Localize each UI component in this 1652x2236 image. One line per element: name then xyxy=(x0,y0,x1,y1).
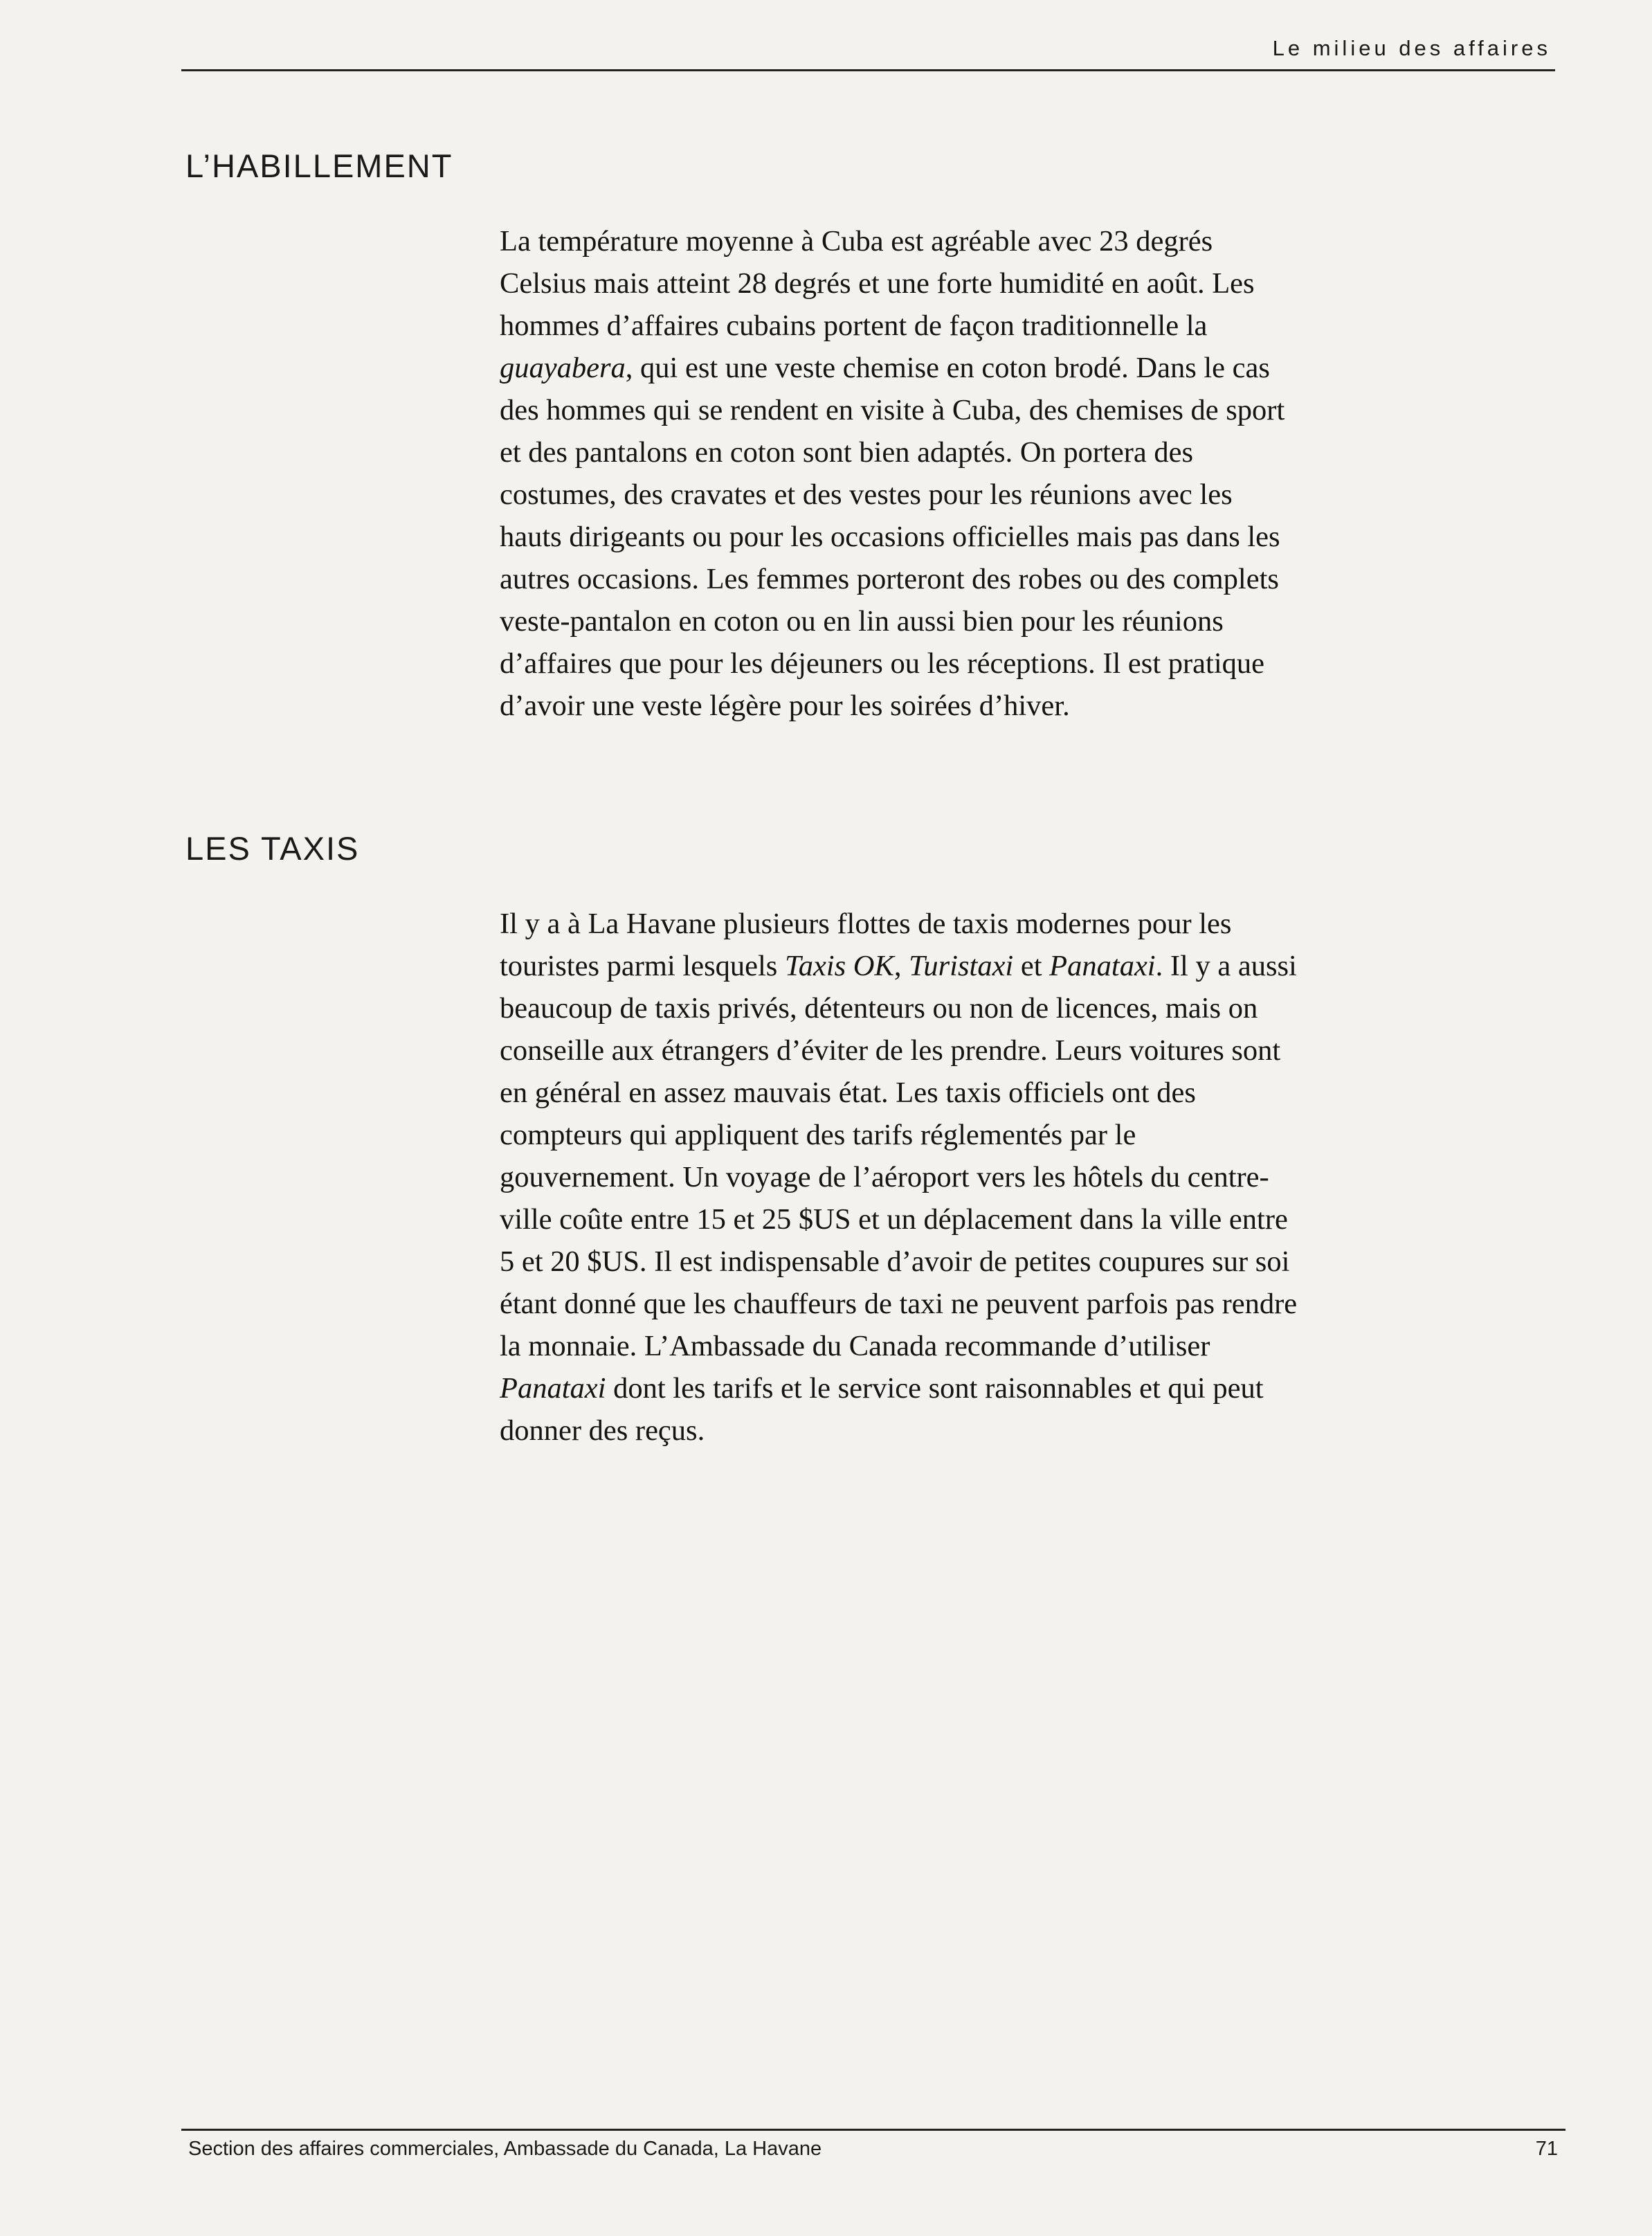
paragraph-taxis xyxy=(500,903,1427,1452)
text-line: touristes parmi lesquels Taxis OK, Turistaxi et Panataxi. Il y a aussi xyxy=(500,950,1297,982)
term-panataxi: Panataxi xyxy=(500,1372,606,1405)
text-line: étant donné que les chauffeurs de taxi ne peuvent parfois pas rendre xyxy=(500,1288,1298,1320)
text-line: hommes d’affaires cubains portent de façon traditionnelle la xyxy=(500,309,1208,342)
text-line: hauts dirigeants ou pour les occasions officielles mais pas dans les xyxy=(500,521,1280,553)
page-number: 71 xyxy=(1535,2138,1558,2160)
text-line: conseille aux étrangers d’éviter de les prendre. Leurs voitures sont xyxy=(500,1034,1281,1067)
paragraph-habillement xyxy=(500,220,1427,727)
text-line: beaucoup de taxis privés, détenteurs ou non de licences, mais on xyxy=(500,992,1258,1025)
text-line: des hommes qui se rendent en visite à Cuba, des chemises de sport xyxy=(500,394,1285,426)
footer-rule xyxy=(181,2129,1565,2131)
text-line: donner des reçus. xyxy=(500,1414,705,1447)
section-heading-taxis: LES TAXIS xyxy=(185,830,360,867)
text-line: et des pantalons en coton sont bien adaptés. On portera des xyxy=(500,436,1194,469)
text-line: 5 et 20 $US. Il est indispensable d’avoir de petites coupures sur soi xyxy=(500,1245,1290,1278)
term-turistaxi: Turistaxi xyxy=(909,950,1014,982)
text-line: d’avoir une veste légère pour les soirées d’hiver. xyxy=(500,689,1070,722)
footer-source: Section des affaires commerciales, Ambassade du Canada, La Havane xyxy=(188,2138,822,2160)
text-line: veste-pantalon en coton ou en lin aussi bien pour les réunions xyxy=(500,605,1224,638)
term-panataxi: Panataxi xyxy=(1049,950,1156,982)
header-rule xyxy=(181,69,1555,71)
text-line: ville coûte entre 15 et 25 $US et un déplacement dans la ville entre xyxy=(500,1203,1288,1236)
text-line: Celsius mais atteint 28 degrés et une forte humidité en août. Les xyxy=(500,267,1255,300)
text-line: compteurs qui appliquent des tarifs réglementés par le xyxy=(500,1119,1136,1151)
text-line: Il y a à La Havane plusieurs flottes de taxis modernes pour les xyxy=(500,908,1232,940)
term-guayabera: guayabera xyxy=(500,352,626,384)
text-line: gouvernement. Un voyage de l’aéroport vers les hôtels du centre- xyxy=(500,1161,1269,1193)
text-line: costumes, des cravates et des vestes pour les réunions avec les xyxy=(500,478,1233,511)
text-line: guayabera, qui est une veste chemise en coton brodé. Dans le cas xyxy=(500,352,1270,384)
term-taxis-ok: Taxis OK xyxy=(784,950,894,982)
section-heading-habillement: L’HABILLEMENT xyxy=(185,147,453,184)
text-line: autres occasions. Les femmes porteront des robes ou des complets xyxy=(500,563,1279,595)
text-line: la monnaie. L’Ambassade du Canada recommande d’utiliser xyxy=(500,1330,1210,1362)
text-line: en général en assez mauvais état. Les taxis officiels ont des xyxy=(500,1076,1196,1109)
running-header-title: Le milieu des affaires xyxy=(1272,36,1551,60)
text-line: d’affaires que pour les déjeuners ou les réceptions. Il est pratique xyxy=(500,647,1264,680)
text-line: La température moyenne à Cuba est agréable avec 23 degrés xyxy=(500,225,1213,258)
text-line: Panataxi dont les tarifs et le service sont raisonnables et qui peut xyxy=(500,1372,1264,1405)
